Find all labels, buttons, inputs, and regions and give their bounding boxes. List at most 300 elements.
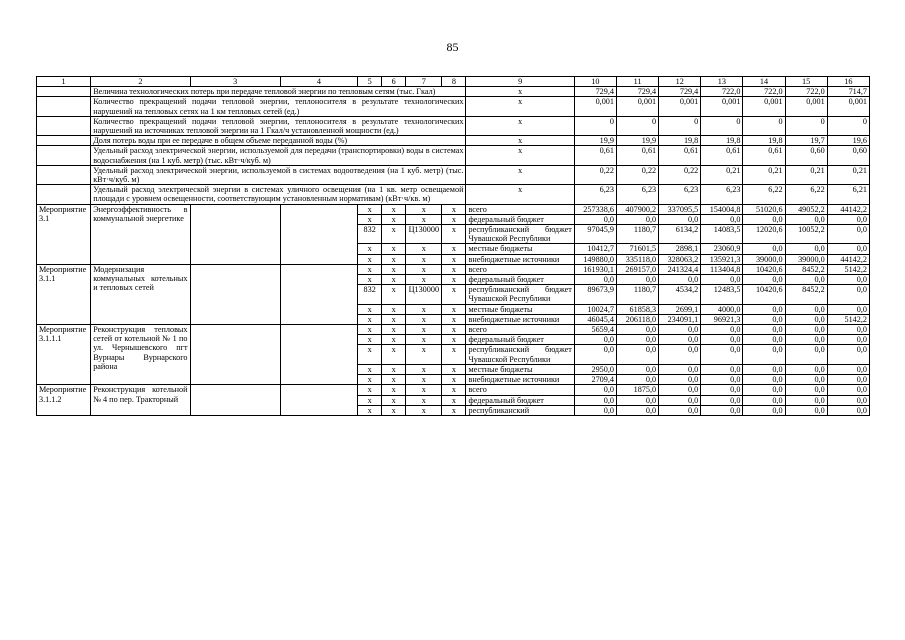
code-cell: х <box>442 335 466 345</box>
amount-cell: 0,0 <box>827 345 869 364</box>
code-cell: х <box>382 264 406 274</box>
code-cell: х <box>382 375 406 385</box>
code-cell: х <box>442 275 466 285</box>
amount-cell: 1180,7 <box>616 285 658 304</box>
code-cell: 832 <box>358 225 382 244</box>
amount-cell: 0,0 <box>827 285 869 304</box>
indicator-value: 0,001 <box>574 97 616 116</box>
code-cell: х <box>358 204 382 214</box>
indicator-value: 6,21 <box>827 185 869 204</box>
indicator-value: 0 <box>701 116 743 135</box>
amount-cell: 0,0 <box>574 214 616 224</box>
amount-cell: 135921,3 <box>701 254 743 264</box>
amount-cell: 8452,2 <box>785 285 827 304</box>
funding-source: республиканский <box>466 405 574 415</box>
code-cell: х <box>358 395 382 405</box>
indicator-value: 0,21 <box>785 165 827 184</box>
funding-source: республиканский бюджет Чувашской Республики <box>466 345 574 364</box>
amount-cell: 51020,6 <box>743 204 785 214</box>
amount-cell: 61858,3 <box>616 304 658 314</box>
amount-cell: 0,0 <box>701 325 743 335</box>
measure-id: Мероприятие 3.1.1 <box>37 264 91 324</box>
indicator-value: 0 <box>659 116 701 135</box>
indicator-value: 0,001 <box>743 97 785 116</box>
indicator-value: 19,9 <box>574 136 616 146</box>
indicator-text: Удельный расход электрической энергии, используемой для передачи (транспортировки) воды в системах водоснабжения (на 1 куб. метр) (тыс. кВт·ч/куб. м) <box>91 146 466 165</box>
funding-source: всего <box>466 385 574 395</box>
code-cell: х <box>406 364 442 374</box>
page-number: 85 <box>446 40 459 54</box>
amount-cell: 5142,2 <box>827 314 869 324</box>
amount-cell: 149880,0 <box>574 254 616 264</box>
funding-source: местные бюджеты <box>466 304 574 314</box>
amount-cell: 154004,8 <box>701 204 743 214</box>
amount-cell: 0,0 <box>616 405 658 415</box>
amount-cell: 206118,0 <box>616 314 658 324</box>
code-cell: х <box>406 244 442 254</box>
funding-source: федеральный бюджет <box>466 335 574 345</box>
amount-cell: 0,0 <box>701 345 743 364</box>
indicator-mark: х <box>466 146 574 165</box>
amount-cell: 97045,9 <box>574 225 616 244</box>
indicator-value: 0,22 <box>659 165 701 184</box>
amount-cell: 2699,1 <box>659 304 701 314</box>
code-cell: х <box>358 275 382 285</box>
indicator-text: Удельный расход электрической энергии в системах уличного освещения (на 1 кв. метр освещаемой площади с уровнем освещенности, соответствующим установленным нормативам) (кВт·ч/кв. м) <box>91 185 466 204</box>
header-row <box>37 77 870 87</box>
header-cell: 8 <box>442 77 466 87</box>
amount-cell: 257338,6 <box>574 204 616 214</box>
code-cell: х <box>406 385 442 395</box>
amount-cell: 113404,8 <box>701 264 743 274</box>
amount-cell: 39000,0 <box>743 254 785 264</box>
indicator-value: 729,4 <box>574 87 616 97</box>
amount-cell: 0,0 <box>785 214 827 224</box>
measure-id: Мероприятие 3.1.1.2 <box>37 385 91 416</box>
amount-cell: 49052,2 <box>785 204 827 214</box>
measure-col4 <box>280 385 357 416</box>
amount-cell: 10024,7 <box>574 304 616 314</box>
amount-cell: 39000,0 <box>785 254 827 264</box>
code-cell: х <box>358 325 382 335</box>
amount-cell: 0,0 <box>743 325 785 335</box>
funding-source: всего <box>466 264 574 274</box>
empty-cell <box>37 185 91 204</box>
code-cell: х <box>442 204 466 214</box>
amount-cell: 1180,7 <box>616 225 658 244</box>
funding-source: всего <box>466 325 574 335</box>
amount-cell: 0,0 <box>785 385 827 395</box>
funding-source: федеральный бюджет <box>466 214 574 224</box>
indicator-value: 729,4 <box>659 87 701 97</box>
amount-cell: 10420,6 <box>743 264 785 274</box>
indicator-value: 6,23 <box>701 185 743 204</box>
amount-cell: 5659,4 <box>574 325 616 335</box>
code-cell: х <box>382 225 406 244</box>
amount-cell: 44142,2 <box>827 204 869 214</box>
amount-cell: 0,0 <box>701 405 743 415</box>
funding-source: всего <box>466 204 574 214</box>
indicator-value: 714,7 <box>827 87 869 97</box>
amount-cell: 0,0 <box>574 385 616 395</box>
funding-source: местные бюджеты <box>466 244 574 254</box>
amount-cell: 234091,1 <box>659 314 701 324</box>
indicator-value: 6,23 <box>574 185 616 204</box>
code-cell: х <box>406 214 442 224</box>
code-cell: х <box>442 314 466 324</box>
indicator-row <box>37 165 870 184</box>
amount-cell: 407900,2 <box>616 204 658 214</box>
code-cell: х <box>442 244 466 254</box>
code-cell: х <box>442 395 466 405</box>
code-cell: х <box>442 325 466 335</box>
empty-cell <box>37 165 91 184</box>
measure-col3 <box>190 325 280 385</box>
amount-cell: 0,0 <box>574 335 616 345</box>
header-cell: 13 <box>701 77 743 87</box>
amount-cell: 2898,1 <box>659 244 701 254</box>
indicator-value: 0,61 <box>574 146 616 165</box>
amount-cell: 0,0 <box>616 364 658 374</box>
indicator-value: 0,61 <box>701 146 743 165</box>
code-cell: х <box>382 335 406 345</box>
amount-cell: 44142,2 <box>827 254 869 264</box>
amount-cell: 0,0 <box>827 395 869 405</box>
funding-source: республиканский бюджет Чувашской Республики <box>466 285 574 304</box>
empty-cell <box>37 136 91 146</box>
amount-cell: 0,0 <box>659 325 701 335</box>
code-cell: х <box>406 335 442 345</box>
code-cell: х <box>442 214 466 224</box>
indicator-text: Удельный расход электрической энергии, используемой в системах водоотведения (на 1 куб. метр) (тыс. кВт·ч/куб. м) <box>91 165 466 184</box>
amount-cell: 0,0 <box>659 335 701 345</box>
header-cell: 15 <box>785 77 827 87</box>
amount-cell: 2950,0 <box>574 364 616 374</box>
empty-cell <box>37 97 91 116</box>
amount-cell: 0,0 <box>827 375 869 385</box>
amount-cell: 0,0 <box>785 244 827 254</box>
amount-cell: 0,0 <box>785 405 827 415</box>
amount-cell: 0,0 <box>743 314 785 324</box>
code-cell: х <box>442 285 466 304</box>
amount-cell: 10412,7 <box>574 244 616 254</box>
indicator-value: 0,001 <box>827 97 869 116</box>
indicator-value: 19,7 <box>785 136 827 146</box>
code-cell: х <box>442 225 466 244</box>
empty-cell <box>37 146 91 165</box>
amount-cell: 0,0 <box>785 375 827 385</box>
indicator-value: 6,22 <box>743 185 785 204</box>
measure-row <box>37 325 870 335</box>
amount-cell: 0,0 <box>743 304 785 314</box>
measure-row <box>37 264 870 274</box>
indicator-value: 0,60 <box>785 146 827 165</box>
amount-cell: 0,0 <box>701 364 743 374</box>
code-cell: х <box>358 254 382 264</box>
amount-cell: 337095,5 <box>659 204 701 214</box>
header-cell: 1 <box>37 77 91 87</box>
amount-cell: 0,0 <box>743 405 785 415</box>
measure-row <box>37 385 870 395</box>
indicator-value: 0,22 <box>616 165 658 184</box>
amount-cell: 328063,2 <box>659 254 701 264</box>
amount-cell: 161930,1 <box>574 264 616 274</box>
amount-cell: 0,0 <box>743 275 785 285</box>
indicator-text: Количество прекращений подачи тепловой энергии, теплоносителя в результате технологических нарушений на источниках тепловой энергии на 1 Гкал/ч установленной мощности (ед.) <box>91 116 466 135</box>
indicator-value: 0 <box>785 116 827 135</box>
code-cell: х <box>382 314 406 324</box>
amount-cell: 2709,4 <box>574 375 616 385</box>
code-cell: х <box>442 364 466 374</box>
amount-cell: 0,0 <box>827 214 869 224</box>
measure-col3 <box>190 264 280 324</box>
indicator-value: 0,21 <box>827 165 869 184</box>
amount-cell: 0,0 <box>659 375 701 385</box>
code-cell: х <box>442 375 466 385</box>
amount-cell: 96921,3 <box>701 314 743 324</box>
code-cell: х <box>406 345 442 364</box>
amount-cell: 0,0 <box>616 375 658 385</box>
amount-cell: 0,0 <box>785 395 827 405</box>
measure-col3 <box>190 204 280 264</box>
code-cell: х <box>406 325 442 335</box>
amount-cell: 0,0 <box>574 405 616 415</box>
amount-cell: 0,0 <box>659 364 701 374</box>
amount-cell: 4534,2 <box>659 285 701 304</box>
indicator-text: Доля потерь воды при ее передаче в общем объеме переданной воды (%) <box>91 136 466 146</box>
indicator-value: 0,001 <box>616 97 658 116</box>
indicator-mark: х <box>466 116 574 135</box>
indicator-value: 19,8 <box>659 136 701 146</box>
code-cell: х <box>406 264 442 274</box>
code-cell: х <box>358 345 382 364</box>
funding-source: республиканский бюджет Чувашской Республики <box>466 225 574 244</box>
code-cell: 832 <box>358 285 382 304</box>
header-cell: 5 <box>358 77 382 87</box>
header-cell: 3 <box>190 77 280 87</box>
amount-cell: 0,0 <box>701 214 743 224</box>
amount-cell: 10420,6 <box>743 285 785 304</box>
code-cell: х <box>382 364 406 374</box>
amount-cell: 0,0 <box>701 275 743 285</box>
amount-cell: 23060,9 <box>701 244 743 254</box>
indicator-mark: х <box>466 97 574 116</box>
indicator-value: 19,8 <box>743 136 785 146</box>
indicator-value: 19,8 <box>701 136 743 146</box>
amount-cell: 46045,4 <box>574 314 616 324</box>
indicator-row <box>37 146 870 165</box>
indicator-value: 722,0 <box>743 87 785 97</box>
amount-cell: 71601,5 <box>616 244 658 254</box>
code-cell: х <box>442 345 466 364</box>
amount-cell: 269157,0 <box>616 264 658 274</box>
code-cell: х <box>406 375 442 385</box>
code-cell: х <box>442 264 466 274</box>
indicator-value: 0,60 <box>827 146 869 165</box>
amount-cell: 0,0 <box>743 244 785 254</box>
amount-cell: 1875,0 <box>616 385 658 395</box>
header-cell: 2 <box>91 77 190 87</box>
indicator-value: 6,22 <box>785 185 827 204</box>
indicator-row <box>37 87 870 97</box>
code-cell: х <box>442 405 466 415</box>
amount-cell: 0,0 <box>827 385 869 395</box>
measure-name: Реконструкция котельной № 4 по пер. Тракторный <box>91 385 190 416</box>
code-cell: х <box>406 395 442 405</box>
indicator-row <box>37 97 870 116</box>
amount-cell: 0,0 <box>574 345 616 364</box>
amount-cell: 0,0 <box>574 275 616 285</box>
code-cell: х <box>358 405 382 415</box>
indicator-row <box>37 136 870 146</box>
amount-cell: 8452,2 <box>785 264 827 274</box>
amount-cell: 0,0 <box>701 335 743 345</box>
code-cell: х <box>358 214 382 224</box>
amount-cell: 0,0 <box>616 345 658 364</box>
indicator-value: 0,61 <box>743 146 785 165</box>
funding-source: местные бюджеты <box>466 364 574 374</box>
amount-cell: 0,0 <box>701 375 743 385</box>
amount-cell: 0,0 <box>743 335 785 345</box>
measure-col4 <box>280 264 357 324</box>
measure-name: Модернизация коммунальных котельных и тепловых сетей <box>91 264 190 324</box>
code-cell: Ц130000 <box>406 285 442 304</box>
indicator-value: 0,22 <box>574 165 616 184</box>
code-cell: х <box>382 345 406 364</box>
code-cell: х <box>406 314 442 324</box>
code-cell: х <box>442 254 466 264</box>
header-cell: 10 <box>574 77 616 87</box>
code-cell: х <box>382 325 406 335</box>
amount-cell: 0,0 <box>827 364 869 374</box>
amount-cell: 0,0 <box>827 275 869 285</box>
amount-cell: 12483,5 <box>701 285 743 304</box>
indicator-value: 722,0 <box>785 87 827 97</box>
code-cell: х <box>382 395 406 405</box>
amount-cell: 0,0 <box>743 214 785 224</box>
indicator-value: 0 <box>827 116 869 135</box>
header-cell: 11 <box>616 77 658 87</box>
code-cell: х <box>358 335 382 345</box>
code-cell: х <box>358 375 382 385</box>
measure-name: Энергоэффективность в коммунальной энергетике <box>91 204 190 264</box>
code-cell: х <box>382 244 406 254</box>
code-cell: х <box>406 254 442 264</box>
code-cell: х <box>382 285 406 304</box>
code-cell: х <box>406 275 442 285</box>
amount-cell: 0,0 <box>827 304 869 314</box>
amount-cell: 0,0 <box>743 395 785 405</box>
measure-col3 <box>190 385 280 416</box>
amount-cell: 0,0 <box>616 275 658 285</box>
indicator-text: Количество прекращений подачи тепловой энергии, теплоносителя в результате технологических нарушений на тепловых сетях на 1 км тепловых сетей (ед.) <box>91 97 466 116</box>
code-cell: х <box>442 304 466 314</box>
code-cell: х <box>358 364 382 374</box>
code-cell: х <box>358 314 382 324</box>
code-cell: х <box>382 204 406 214</box>
amount-cell: 0,0 <box>785 335 827 345</box>
code-cell: х <box>382 214 406 224</box>
funding-source: внебюджетные источники <box>466 254 574 264</box>
indicator-value: 0,61 <box>616 146 658 165</box>
code-cell: х <box>406 304 442 314</box>
amount-cell: 0,0 <box>616 335 658 345</box>
code-cell: х <box>358 304 382 314</box>
amount-cell: 0,0 <box>827 335 869 345</box>
header-cell: 14 <box>743 77 785 87</box>
amount-cell: 0,0 <box>827 405 869 415</box>
amount-cell: 0,0 <box>785 304 827 314</box>
code-cell: х <box>382 385 406 395</box>
amount-cell: 0,0 <box>743 375 785 385</box>
indicator-value: 19,9 <box>616 136 658 146</box>
indicator-value: 0,001 <box>785 97 827 116</box>
indicator-row <box>37 116 870 135</box>
header-cell: 7 <box>406 77 442 87</box>
amount-cell: 0,0 <box>743 345 785 364</box>
amount-cell: 0,0 <box>827 225 869 244</box>
indicator-value: 0,61 <box>659 146 701 165</box>
funding-source: внебюджетные источники <box>466 375 574 385</box>
indicator-value: 729,4 <box>616 87 658 97</box>
funding-source: федеральный бюджет <box>466 275 574 285</box>
amount-cell: 0,0 <box>743 364 785 374</box>
measure-id: Мероприятие 3.1 <box>37 204 91 264</box>
amount-cell: 14083,5 <box>701 225 743 244</box>
indicator-mark: х <box>466 185 574 204</box>
indicator-value: 0 <box>743 116 785 135</box>
code-cell: х <box>442 385 466 395</box>
amount-cell: 0,0 <box>701 395 743 405</box>
amount-cell: 0,0 <box>659 395 701 405</box>
indicator-value: 0,21 <box>743 165 785 184</box>
indicator-value: 722,0 <box>701 87 743 97</box>
header-cell: 12 <box>659 77 701 87</box>
indicator-value: 0,001 <box>701 97 743 116</box>
amount-cell: 335118,0 <box>616 254 658 264</box>
amount-cell: 0,0 <box>701 385 743 395</box>
amount-cell: 0,0 <box>785 345 827 364</box>
empty-cell <box>37 116 91 135</box>
funding-source: федеральный бюджет <box>466 395 574 405</box>
code-cell: х <box>382 254 406 264</box>
budget-table <box>36 76 870 416</box>
indicator-mark: х <box>466 136 574 146</box>
code-cell: х <box>358 244 382 254</box>
amount-cell: 0,0 <box>659 385 701 395</box>
indicator-value: 0,001 <box>659 97 701 116</box>
code-cell: х <box>358 385 382 395</box>
code-cell: х <box>406 405 442 415</box>
code-cell: х <box>382 304 406 314</box>
code-cell: х <box>382 275 406 285</box>
amount-cell: 0,0 <box>659 345 701 364</box>
indicator-value: 6,23 <box>616 185 658 204</box>
header-cell: 16 <box>827 77 869 87</box>
amount-cell: 0,0 <box>659 405 701 415</box>
indicator-value: 0,21 <box>701 165 743 184</box>
amount-cell: 0,0 <box>785 314 827 324</box>
amount-cell: 0,0 <box>616 325 658 335</box>
amount-cell: 0,0 <box>785 364 827 374</box>
code-cell: х <box>358 264 382 274</box>
amount-cell: 0,0 <box>743 385 785 395</box>
amount-cell: 5142,2 <box>827 264 869 274</box>
header-cell: 9 <box>466 77 574 87</box>
amount-cell: 4000,0 <box>701 304 743 314</box>
measure-col4 <box>280 204 357 264</box>
amount-cell: 0,0 <box>785 325 827 335</box>
